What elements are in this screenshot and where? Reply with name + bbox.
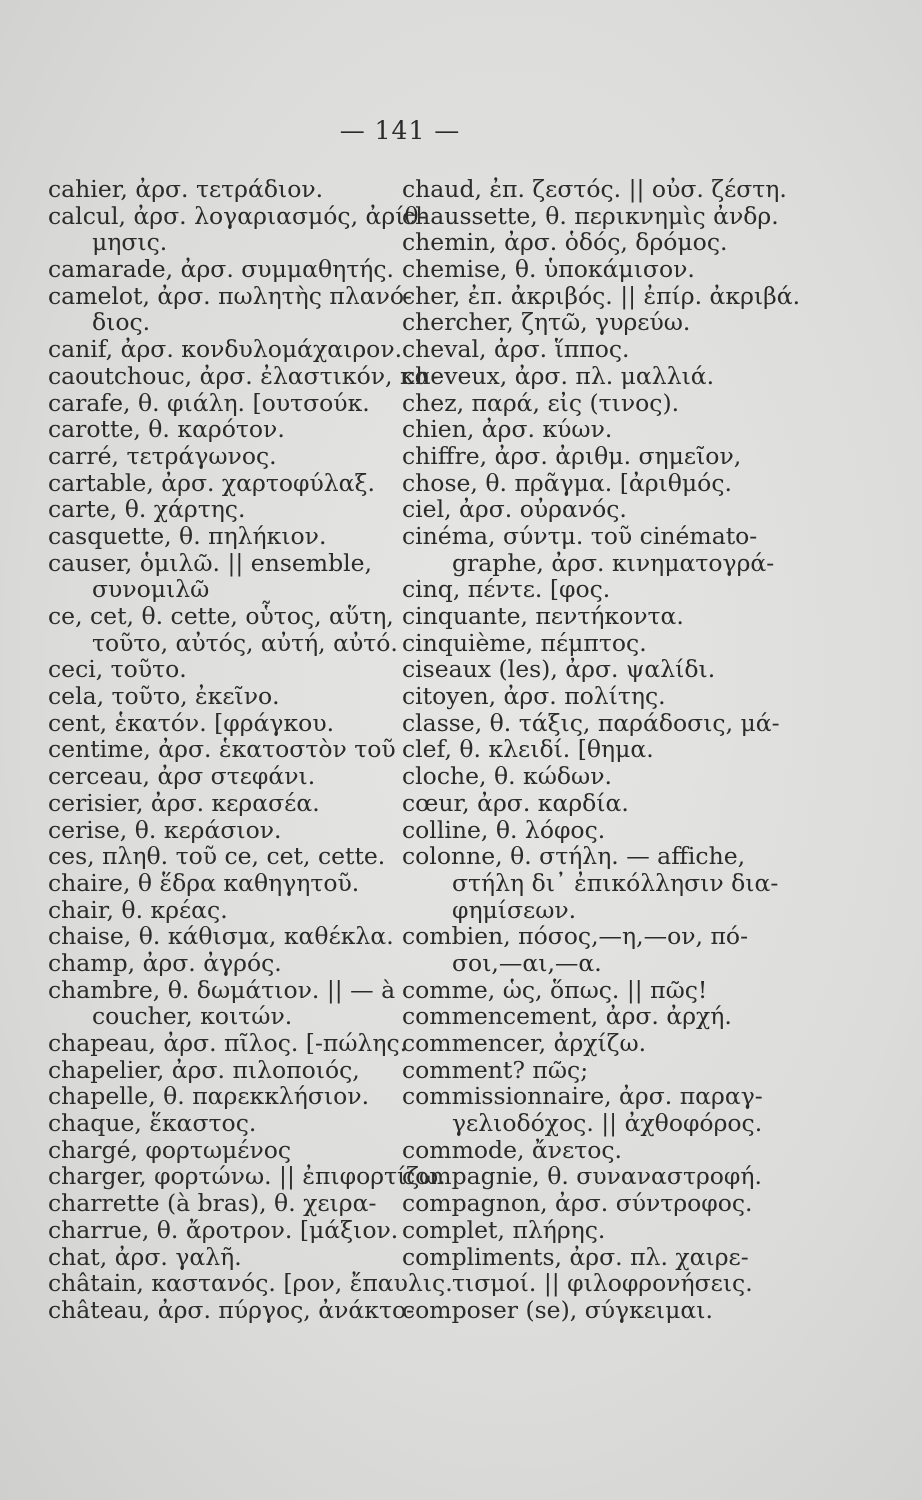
left-column [48, 175, 453, 1324]
entry-line: champ, ἀρσ. ἀγρός. [48, 948, 282, 977]
entry-line: συνομιλῶ [92, 575, 210, 604]
entry-line: complet, πλήρης. [402, 1215, 606, 1244]
entry-line: chair, θ. κρέας. [48, 895, 228, 924]
entry-line: charger, φορτώνω. || ἐπιφορτίζω. [48, 1162, 446, 1191]
entry-line: cheval, ἀρσ. ἵππος. [402, 335, 630, 364]
entry-line: cerceau, ἀρσ στεφάνι. [48, 762, 316, 791]
entry-line: γελιοδόχος. || ἀχθοφόρος. [452, 1109, 763, 1138]
entry-line: cinéma, σύντμ. τοῦ cinémato- [402, 521, 758, 550]
entry-line: cloche, θ. κώδων. [402, 762, 612, 791]
entry-line: commencement, ἀρσ. ἀρχή. [402, 1002, 732, 1031]
entry-line: chaud, ἐπ. ζεστός. || οὐσ. ζέστη. [402, 175, 787, 203]
entry-line: chapelle, θ. παρεκκλήσιον. [48, 1082, 370, 1111]
entry-line: chaise, θ. κάθισμα, καθέκλα. [48, 922, 394, 951]
entry-line: ciel, ἀρσ. οὐρανός. [402, 495, 627, 524]
entry-line: chapelier, ἀρσ. πιλοποιός, [48, 1055, 360, 1084]
entry-line: calcul, ἀρσ. λογαριασμός, ἀρίθ- [48, 201, 427, 230]
entry-line: chien, ἀρσ. κύων. [402, 415, 613, 444]
entry-line: chiffre, ἀρσ. ἀριθμ. σημεῖον, [402, 441, 742, 470]
entry-line: commissionnaire, ἀρσ. παραγ- [402, 1082, 763, 1111]
entry-line: cerise, θ. κεράσιον. [48, 815, 282, 844]
entry-line: chaire, θ ἕδρα καθηγητοῦ. [48, 868, 360, 897]
entry-line: chez, παρά, εἰς (τινος). [402, 388, 680, 417]
entry-line: camelot, ἀρσ. πωλητὴς πλανό- [48, 281, 412, 310]
entry-line: ces, πληθ. τοῦ ce, cet, cette. [48, 842, 386, 871]
entry-line: coucher, κοιτών. [92, 1002, 293, 1031]
entry-line: compagnon, ἀρσ. σύντροφος. [402, 1189, 753, 1218]
entry-line: citoyen, ἀρσ. πολίτης. [402, 682, 666, 711]
entry-line: cerisier, ἀρσ. κερασέα. [48, 788, 320, 817]
entry-line: chat, ἀρσ. γαλῆ. [48, 1242, 242, 1271]
entry-line: τοῦτο, αὐτός, αὐτή, αὐτό. [92, 628, 398, 657]
entry-line: cher, ἐπ. ἀκριβός. || ἐπίρ. ἀκριβά. [402, 281, 801, 310]
entry-line: cartable, ἀρσ. χαρτοφύλαξ. [48, 468, 375, 497]
entry-line: commencer, ἀρχίζω. [402, 1029, 647, 1057]
entry-line: combien, πόσος,—η,—ον, πό- [402, 922, 749, 951]
entry-line: carré, τετράγωνος. [48, 441, 277, 470]
entry-line: chaque, ἕκαστος. [48, 1109, 257, 1138]
entry-line: camarade, ἀρσ. συμμαθητής. [48, 255, 394, 284]
entry-line: carafe, θ. φιάλη. [ουτσούκ. [48, 388, 370, 417]
entry-line: φημίσεων. [452, 895, 577, 924]
entry-line: charrette (à bras), θ. χειρα- [48, 1189, 377, 1218]
entry-line: centime, ἀρσ. ἑκατοστὸν τοῦ [48, 735, 396, 764]
right-column [402, 175, 801, 1324]
entry-line: ciseaux (les), ἀρσ. ψαλίδι. [402, 655, 716, 684]
entry-line: caoutchouc, ἀρσ. ἐλαστικόν, κα- [48, 361, 439, 390]
entry-line: comment? πῶς; [402, 1055, 589, 1084]
entry-line: στήλη δι᾽ ἐπικόλλησιν δια- [452, 868, 779, 897]
entry-line: chargé, φορτωμένος [48, 1135, 292, 1164]
entry-line: classe, θ. τάξις, παράδοσις, μά- [402, 708, 780, 737]
entry-line: château, ἀρσ. πύργος, ἀνάκτο- [48, 1295, 415, 1324]
entry-line: chambre, θ. δωμάτιον. || — à [48, 975, 396, 1004]
entry-line: commode, ἄνετος. [402, 1135, 623, 1164]
entry-line: cahier, ἀρσ. τετράδιον. [48, 175, 324, 203]
entry-line: chose, θ. πρᾶγμα. [ἀριθμός. [402, 468, 732, 497]
entry-line: charrue, θ. ἄροτρον. [μάξιον. [48, 1215, 399, 1244]
entry-line: carotte, θ. καρότον. [48, 415, 285, 444]
entry-line: cinq, πέντε. [φος. [402, 575, 611, 604]
entry-line: comme, ὡς, ὅπως. || πῶς! [402, 975, 708, 1004]
entry-line: châtain, καστανός. [ρον, ἔπαυλις. [48, 1269, 453, 1298]
entry-line: ce, cet, θ. cette, οὗτος, αὕτη, [48, 602, 394, 630]
entry-line: cela, τοῦτο, ἐκεῖνο. [48, 682, 280, 711]
entry-line: graphe, ἀρσ. κινηματογρά- [452, 548, 775, 577]
entry-line: chemin, ἀρσ. ὁδός, δρόμος. [402, 228, 728, 257]
entry-line: colonne, θ. στήλη. — affiche, [402, 842, 746, 871]
entry-line: cinquième, πέμπτος. [402, 628, 647, 657]
entry-line: composer (se), σύγκειμαι. [402, 1295, 713, 1324]
entry-line: chaussette, θ. περικνημὶς ἀνδρ. [402, 201, 779, 230]
entry-line: cinquante, πεντήκοντα. [402, 602, 684, 630]
entry-line: chapeau, ἀρσ. πῖλος. [-πώλης. [48, 1029, 408, 1057]
entry-line: τισμοί. || φιλοφρονήσεις. [452, 1269, 753, 1298]
entry-line: ceci, τοῦτο. [48, 655, 187, 684]
entry-line: σοι,—αι,—α. [452, 948, 602, 977]
page-number: — 141 — [339, 116, 461, 145]
entry-line: chemise, θ. ὑποκάμισον. [402, 255, 695, 284]
entry-line: cheveux, ἀρσ. πλ. μαλλιά. [402, 361, 715, 390]
entry-line: chercher, ζητῶ, γυρεύω. [402, 308, 691, 337]
entry-line: compliments, ἀρσ. πλ. χαιρε- [402, 1242, 749, 1271]
entry-line: cœur, ἀρσ. καρδία. [402, 788, 629, 817]
entry-line: colline, θ. λόφος. [402, 815, 606, 844]
entry-line: casquette, θ. πηλήκιον. [48, 521, 327, 550]
entry-line: μησις. [92, 228, 168, 257]
entry-line: clef, θ. κλειδί. [θημα. [402, 735, 654, 764]
entry-line: causer, ὁμιλῶ. || ensemble, [48, 548, 373, 577]
entry-line: cent, ἑκατόν. [φράγκου. [48, 708, 335, 737]
entry-line: canif, ἀρσ. κονδυλομάχαιρον. [48, 335, 403, 364]
entry-line: διος. [92, 308, 151, 337]
entry-line: compagnie, θ. συναναστροφή. [402, 1162, 762, 1191]
entry-line: carte, θ. χάρτης. [48, 495, 246, 524]
